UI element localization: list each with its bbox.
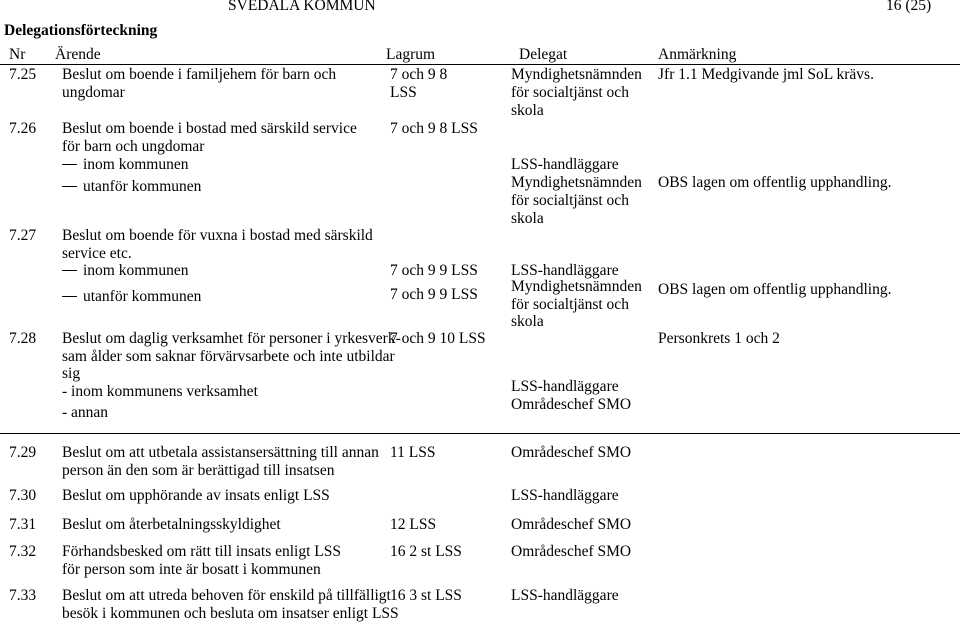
row-arende-line: Beslut om boende för vuxna i bostad med särskild [62, 227, 373, 244]
row-number: 7.26 [9, 120, 37, 137]
row-number: 7.33 [9, 587, 37, 604]
row-lagrum: 16 2 st LSS [390, 543, 462, 560]
row-delegat-line: Områdeschef SMO [511, 396, 632, 413]
row-delegat-line: LSS-handläggare [511, 156, 619, 173]
row-arende: Beslut om återbetalningsskyldighet [62, 516, 281, 533]
row-delegat-line: LSS-handläggare [511, 378, 619, 395]
row-number: 7.25 [9, 66, 37, 83]
page-number: 16 (25) [886, 0, 932, 14]
row-arende-line: service etc. [62, 245, 132, 262]
row-lagrum-line: 7 och 9 9 LSS [390, 262, 478, 279]
row-delegat: Områdeschef SMO [511, 543, 632, 560]
row-delegat-line: skola [511, 313, 544, 330]
row-arende-line: Förhandsbesked om rätt till insats enligt LSS [62, 543, 341, 560]
row-lagrum: 16 3 st LSS [390, 587, 462, 604]
row-number: 7.28 [9, 330, 37, 347]
row-sub-item: inom kommunen [83, 262, 189, 279]
row-delegat-line: LSS-handläggare [511, 262, 619, 279]
row-sub-item: utanför kommunen [83, 288, 202, 305]
row-arende-line: Beslut om att utreda behoven för enskild på tillfälligt [62, 587, 391, 604]
row-arende-line: sam ålder som saknar förvärvsarbete och inte utbildar [62, 348, 395, 365]
row-delegat-line: Myndighetsnämnden [511, 278, 642, 295]
row-sub-item: - inom kommunens verksamhet [62, 383, 258, 400]
section-divider [0, 433, 960, 434]
row-lagrum-line: LSS [390, 84, 417, 101]
row-delegat: LSS-handläggare [511, 587, 619, 604]
row-delegat-line: skola [511, 210, 544, 227]
header-divider [0, 64, 960, 65]
row-lagrum-line: 7 och 9 8 [390, 66, 448, 83]
row-number: 7.30 [9, 487, 37, 504]
row-delegat: Områdeschef SMO [511, 516, 632, 533]
row-delegat-line: Myndighetsnämnden [511, 66, 642, 83]
row-delegat-line: för socialtjänst och [511, 84, 629, 101]
row-lagrum: 12 LSS [390, 516, 437, 533]
row-arende-line: Beslut om daglig verksamhet för personer i yrkesverk- [62, 330, 401, 347]
dash-bullet [62, 296, 77, 297]
row-arende-line: för barn och ungdomar [62, 138, 205, 155]
row-delegat-line: för socialtjänst och [511, 192, 629, 209]
row-arende-line: ungdomar [62, 84, 125, 101]
column-header-arende: Ärende [55, 46, 101, 63]
row-sub-item: inom kommunen [83, 156, 189, 173]
row-delegat-line: skola [511, 102, 544, 119]
row-lagrum-line: 7 och 9 9 LSS [390, 286, 478, 303]
row-arende-line: för person som inte är bosatt i kommunen [62, 561, 321, 578]
organization-name: SVEDALA KOMMUN [228, 0, 376, 14]
row-lagrum: 11 LSS [390, 444, 436, 461]
column-header-anmarkning: Anmärkning [658, 46, 737, 63]
row-anmarkning: Personkrets 1 och 2 [658, 330, 780, 347]
row-arende-line: Beslut om att utbetala assistansersättning till annan [62, 444, 379, 461]
document-title: Delegationsförteckning [4, 22, 158, 39]
row-number: 7.32 [9, 543, 37, 560]
row-anmarkning: OBS lagen om offentlig upphandling. [658, 174, 892, 191]
row-sub-item: utanför kommunen [83, 178, 202, 195]
row-delegat-line: Myndighetsnämnden [511, 174, 642, 191]
row-number: 7.29 [9, 444, 37, 461]
row-anmarkning: OBS lagen om offentlig upphandling. [658, 281, 892, 298]
row-number: 7.31 [9, 516, 37, 533]
row-arende: Beslut om upphörande av insats enligt LSS [62, 487, 330, 504]
dash-bullet [62, 270, 77, 271]
row-lagrum: 7 och 9 10 LSS [390, 330, 486, 347]
column-header-lagrum: Lagrum [386, 46, 436, 63]
row-arende-line: besök i kommunen och besluta om insatser enligt LSS [62, 605, 399, 622]
row-delegat: Områdeschef SMO [511, 444, 632, 461]
row-delegat: LSS-handläggare [511, 487, 619, 504]
row-lagrum: 7 och 9 8 LSS [390, 120, 478, 137]
row-arende-line: person än den som är berättigad till insatsen [62, 462, 335, 479]
row-arende-line: Beslut om boende i familjehem för barn och [62, 66, 337, 83]
row-arende-line: sig [62, 365, 81, 382]
row-number: 7.27 [9, 227, 37, 244]
dash-bullet [62, 186, 77, 187]
row-arende-line: Beslut om boende i bostad med särskild service [62, 120, 357, 137]
row-anmarkning: Jfr 1.1 Medgivande jml SoL krävs. [658, 66, 874, 83]
row-delegat-line: för socialtjänst och [511, 296, 629, 313]
dash-bullet [62, 164, 77, 165]
column-header-delegat: Delegat [519, 46, 568, 63]
row-sub-item: - annan [62, 404, 109, 421]
column-header-nr: Nr [9, 46, 26, 63]
